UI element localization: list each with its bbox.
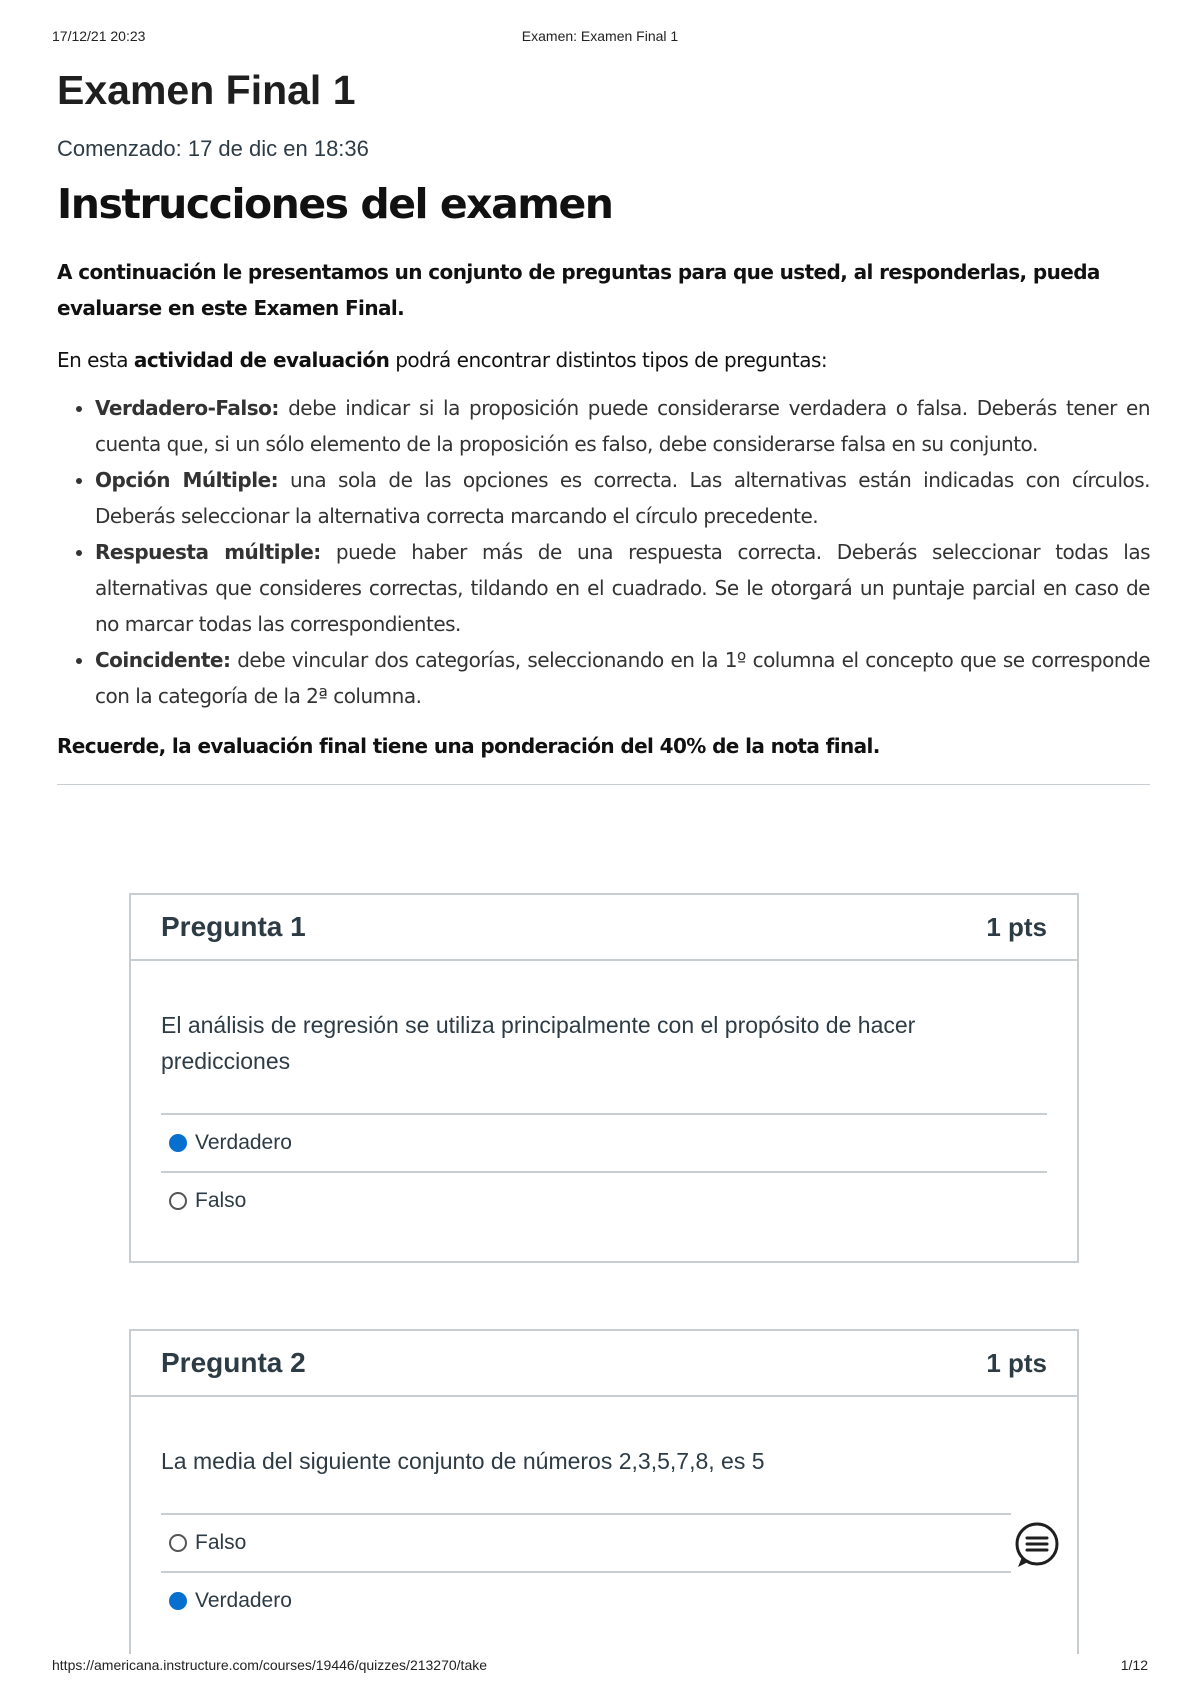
started-timestamp: Comenzado: 17 de dic en 18:36: [57, 136, 369, 161]
answer-label: Verdadero: [195, 1131, 292, 1154]
print-page-number: 1/12: [1120, 1657, 1148, 1673]
question-card: [129, 1329, 1079, 1654]
chat-button[interactable]: [1012, 1521, 1062, 1571]
answer-label: Falso: [195, 1189, 247, 1212]
radio-selected-icon[interactable]: [169, 1592, 187, 1610]
instructions-reminder: Recuerde, la evaluación final tiene una ponderación del 40% de la nota final.: [57, 734, 880, 758]
question-text: La media del siguiente conjunto de números 2,3,5,7,8, es 5: [161, 1448, 765, 1474]
answer-option[interactable]: [161, 1513, 1011, 1571]
question-body: [131, 1397, 1077, 1629]
list-item: [95, 462, 1150, 534]
instructions-activity: [57, 342, 1150, 378]
type-desc: puede haber más de una respuesta correcta. Deberás seleccionar todas las alternativas que consideres correctas, tildando en el cuadrado. Se le otorgará un puntaje parcial en caso de no marcar todas las correspondientes.: [95, 540, 1151, 636]
answer-option[interactable]: [161, 1571, 1011, 1629]
activity-prefix: En esta: [57, 348, 128, 372]
question-types-list: [57, 390, 1150, 714]
question-body: [131, 961, 1077, 1229]
print-document-title: Examen: Examen Final 1: [521, 28, 679, 44]
question-name: Pregunta 2: [161, 1347, 306, 1378]
activity-suffix: podrá encontrar distintos tipos de preguntas:: [395, 348, 828, 372]
question-header: [131, 895, 1077, 961]
intro-bold: Examen Final.: [253, 296, 405, 320]
type-desc: debe vincular dos categorías, seleccionando en la 1º columna el concepto que se corresponde con la categoría de la 2ª columna.: [95, 648, 1151, 708]
question-card: [129, 893, 1079, 1263]
answer-list: [161, 1113, 1047, 1229]
instructions-intro: [57, 254, 1150, 326]
type-term: Coincidente:: [95, 648, 231, 672]
activity-bold: actividad de evaluación: [133, 348, 390, 372]
print-url: https://americana.instructure.com/courses/19446/quizzes/213270/take: [52, 1657, 488, 1673]
print-datetime: 17/12/21 20:23: [52, 28, 146, 44]
radio-selected-icon[interactable]: [169, 1134, 187, 1152]
type-term: Verdadero-Falso:: [95, 396, 279, 420]
type-desc: una sola de las opciones es correcta. Las alternativas están indicadas con círculos. Deberás seleccionar la alternativa correcta marcando el círculo precedente.: [95, 468, 1151, 528]
list-item: [95, 390, 1150, 462]
radio-empty-icon[interactable]: [169, 1192, 187, 1210]
instructions-title: Instrucciones del examen: [57, 180, 613, 228]
answer-label: Verdadero: [195, 1589, 292, 1612]
type-term: Opción Múltiple:: [95, 468, 279, 492]
answer-option[interactable]: [161, 1171, 1047, 1229]
list-item: [95, 642, 1150, 714]
question-points: 1 pts: [986, 911, 1047, 942]
type-desc: debe indicar si la proposición puede considerarse verdadera o falsa. Deberás tener en cuenta que, si un sólo elemento de la proposición es falso, debe considerarse falsa en su conjunto.: [95, 396, 1151, 456]
question-name: Pregunta 1: [161, 911, 306, 942]
answer-label: Falso: [195, 1531, 247, 1554]
answer-list: [161, 1513, 1011, 1629]
chat-bubble-icon: [1012, 1521, 1062, 1571]
list-item: [95, 534, 1150, 642]
question-header: [131, 1331, 1077, 1397]
divider: [57, 784, 1150, 785]
answer-option[interactable]: [161, 1113, 1047, 1171]
question-points: 1 pts: [986, 1347, 1047, 1378]
radio-empty-icon[interactable]: [169, 1534, 187, 1552]
intro-text: A continuación le presentamos un conjunto de preguntas para que usted, al responderlas, pueda evaluarse en este: [57, 260, 1100, 320]
question-text: El análisis de regresión se utiliza principalmente con el propósito de hacer predicciones: [161, 1012, 916, 1074]
quiz-title: Examen Final 1: [57, 67, 356, 113]
type-term: Respuesta múltiple:: [95, 540, 321, 564]
quiz-content: [57, 62, 1150, 785]
